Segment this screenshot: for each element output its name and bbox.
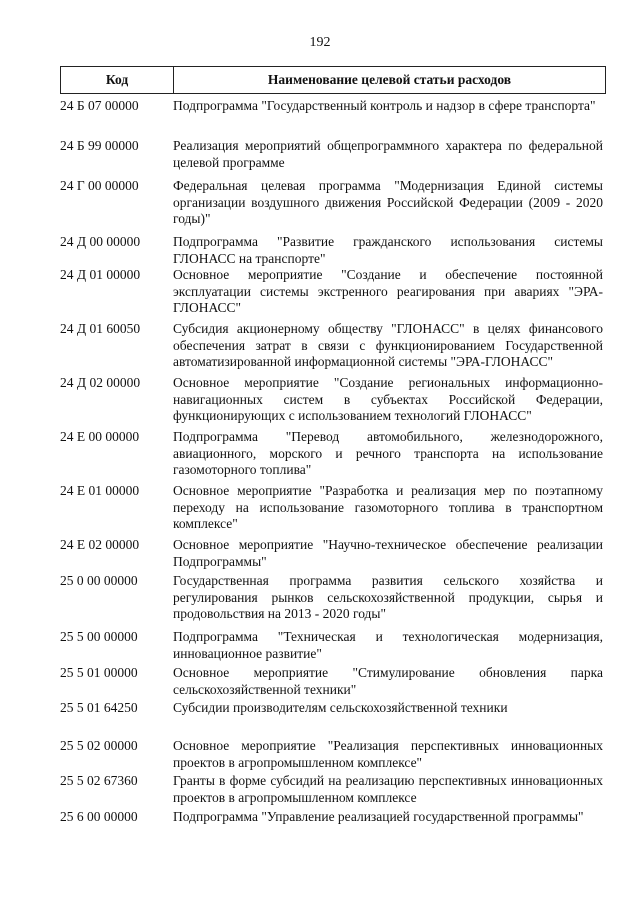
row-name: Государственная программа развития сельского хозяйства и регулирования рынков сельскохозяйственной продукции, сырья и продовольствия на 2013 - 2020 годы"	[173, 573, 603, 621]
row-code: 24 Б 99 00000	[60, 138, 139, 153]
table-row	[60, 429, 606, 479]
table-row	[60, 483, 606, 533]
row-code: 24 Е 02 00000	[60, 537, 140, 552]
table-row	[60, 537, 606, 570]
table-row	[60, 375, 606, 425]
row-code: 24 Д 01 00000	[60, 267, 141, 282]
row-code: 24 Д 01 60050	[60, 321, 141, 336]
table-row	[60, 98, 606, 115]
table-row	[60, 321, 606, 371]
row-code: 24 Г 00 00000	[60, 178, 139, 193]
row-name: Подпрограмма "Государственный контроль и надзор в сфере транспорта"	[173, 98, 596, 113]
table-row	[60, 267, 606, 317]
row-name: Подпрограмма "Управление реализацией государственной программы"	[173, 809, 584, 824]
table-row	[60, 234, 606, 267]
row-code: 25 5 02 67360	[60, 773, 138, 788]
row-name: Подпрограмма "Техническая и технологическая модернизация, инновационное развитие"	[173, 629, 603, 661]
row-code: 24 Д 02 00000	[60, 375, 141, 390]
row-name: Подпрограмма "Развитие гражданского использования системы ГЛОНАСС на транспорте"	[173, 234, 603, 266]
row-code: 25 0 00 00000	[60, 573, 138, 588]
table-row	[60, 773, 606, 806]
row-name: Основное мероприятие "Стимулирование обновления парка сельскохозяйственной техники"	[173, 665, 603, 697]
row-name: Основное мероприятие "Разработка и реализация мер по поэтапному переходу на использование газомоторного топлива в транспортном комплексе"	[173, 483, 603, 531]
row-name: Основное мероприятие "Научно-техническое обеспечение реализации Подпрограммы"	[173, 537, 603, 569]
row-code: 25 6 00 00000	[60, 809, 138, 824]
row-code: 24 Б 07 00000	[60, 98, 139, 113]
row-code: 24 Е 00 00000	[60, 429, 140, 444]
row-name: Реализация мероприятий общепрограммного характера по федеральной целевой программе	[173, 138, 603, 170]
table-row	[60, 573, 606, 623]
row-code: 24 Е 01 00000	[60, 483, 140, 498]
table-header	[60, 66, 606, 94]
row-name: Основное мероприятие "Реализация перспективных инновационных проектов в агропромышленном комплексе"	[173, 738, 603, 770]
row-code: 25 5 02 00000	[60, 738, 138, 753]
row-name: Гранты в форме субсидий на реализацию перспективных инновационных проектов в агропромышленном комплексе	[173, 773, 603, 805]
row-name: Федеральная целевая программа "Модернизация Единой системы организации воздушного движения Российской Федерации (2009 - 2020 годы)"	[173, 178, 603, 226]
row-name: Субсидии производителям сельскохозяйственной техники	[173, 700, 508, 715]
table-row	[60, 629, 606, 662]
column-header-code: Код	[61, 67, 174, 93]
row-code: 24 Д 00 00000	[60, 234, 141, 249]
table-row	[60, 665, 606, 698]
row-code: 25 5 01 64250	[60, 700, 138, 715]
row-name: Подпрограмма "Перевод автомобильного, железнодорожного, авиационного, морского и речного транспорта на использование газомоторного топлива"	[173, 429, 603, 477]
table-row	[60, 138, 606, 171]
table-row	[60, 178, 606, 228]
row-code: 25 5 00 00000	[60, 629, 138, 644]
row-name: Субсидия акционерному обществу "ГЛОНАСС" в целях финансового обеспечения затрат в связи с функционированием Государственной автоматизированной информационной системы "ЭРА-ГЛОНАСС"	[173, 321, 603, 369]
table-row	[60, 809, 606, 826]
row-name: Основное мероприятие "Создание региональных информационно-навигационных систем в субъектах Российской Федерации, функционирующих с использованием технологий ГЛОНАСС"	[173, 375, 603, 423]
table-row	[60, 738, 606, 771]
page-number: 192	[309, 35, 331, 50]
row-code: 25 5 01 00000	[60, 665, 138, 680]
column-header-name: Наименование целевой статьи расходов	[267, 72, 512, 87]
table-row	[60, 700, 606, 717]
row-name: Основное мероприятие "Создание и обеспечение постоянной эксплуатации системы экстренного реагирования при авариях "ЭРА-ГЛОНАСС"	[173, 267, 603, 315]
